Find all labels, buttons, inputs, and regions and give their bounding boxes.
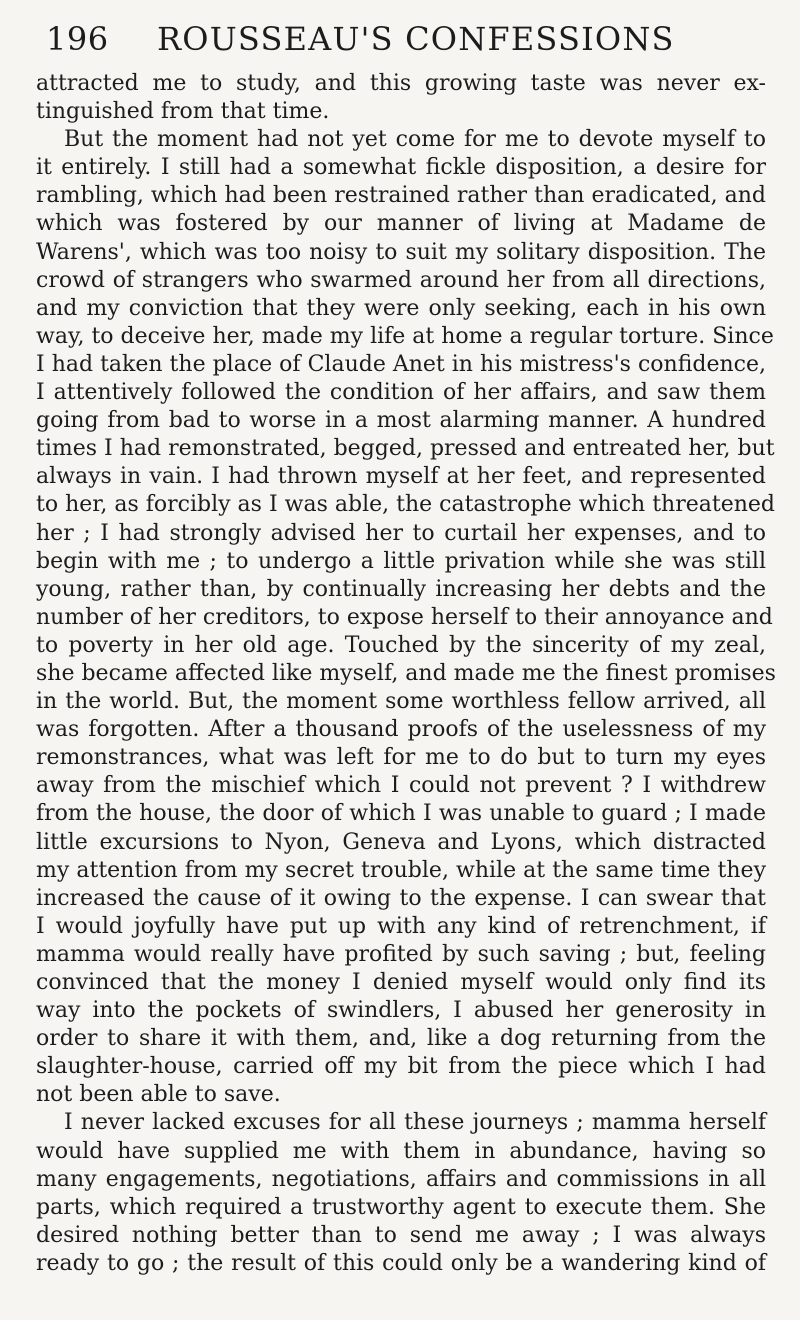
running-title: ROUSSEAU'S CONFESSIONS bbox=[157, 20, 675, 58]
text-line: slaughter-house, carried off my bit from the piece which I had bbox=[36, 1054, 766, 1080]
text-line: parts, which required a trustworthy agent to execute them. She bbox=[36, 1194, 766, 1220]
text-line: in the world. But, the moment some worthless fellow arrived, all bbox=[36, 689, 766, 715]
text-line: increased the cause of it owing to the expense. I can swear that bbox=[36, 885, 766, 911]
text-line: times I had remonstrated, begged, pressed and entreated her, but bbox=[36, 436, 775, 462]
text-line: going from bad to worse in a most alarming manner. A hundred bbox=[36, 408, 766, 434]
text-line: attracted me to study, and this growing taste was never ex- bbox=[36, 71, 766, 96]
text-line: always in vain. I had thrown myself at her feet, and represented bbox=[36, 464, 766, 490]
text-line: way, to deceive her, made my life at home a regular torture. Since bbox=[36, 323, 774, 349]
text-line: not been able to save. bbox=[36, 1082, 281, 1108]
text-line: many engagements, negotiations, affairs and commissions in all bbox=[36, 1166, 766, 1192]
text-line: Warens', which was too noisy to suit my solitary disposition. The bbox=[36, 239, 766, 265]
text-line: But the moment had not yet come for me to devote myself to bbox=[64, 127, 766, 153]
text-line: to poverty in her old age. Touched by the sincerity of my zeal, bbox=[36, 632, 766, 658]
text-line: which was fostered by our manner of living at Madame de bbox=[36, 211, 766, 237]
text-line: to her, as forcibly as I was able, the catastrophe which threatened bbox=[36, 492, 775, 518]
text-line: order to share it with them, and, like a dog returning from the bbox=[36, 1026, 766, 1052]
page-number: 196 bbox=[46, 20, 109, 58]
text-line: I never lacked excuses for all these journeys ; mamma herself bbox=[64, 1110, 766, 1136]
text-line: convinced that the money I denied myself would only find its bbox=[36, 970, 766, 995]
text-line: it entirely. I still had a somewhat fickle disposition, a desire for bbox=[36, 155, 766, 181]
text-line: her ; I had strongly advised her to curtail her expenses, and to bbox=[36, 520, 766, 546]
body-text bbox=[36, 70, 776, 1278]
text-line: little excursions to Nyon, Geneva and Lyons, which distracted bbox=[36, 829, 766, 855]
text-line: I would joyfully have put up with any kind of retrenchment, if bbox=[36, 913, 766, 939]
text-line: rambling, which had been restrained rather than eradicated, and bbox=[36, 183, 766, 209]
text-line: begin with me ; to undergo a little privation while she was still bbox=[36, 548, 766, 574]
text-line: and my conviction that they were only seeking, each in his own bbox=[36, 295, 766, 321]
running-head bbox=[46, 14, 766, 70]
text-line: young, rather than, by continually increasing her debts and the bbox=[36, 576, 766, 602]
text-line: she became affected like myself, and made me the finest promises bbox=[36, 660, 776, 686]
text-line: my attention from my secret trouble, while at the same time they bbox=[36, 857, 766, 883]
text-line: would have supplied me with them in abundance, having so bbox=[36, 1138, 766, 1164]
text-line: remonstrances, what was left for me to do but to turn my eyes bbox=[36, 745, 766, 771]
text-line: mamma would really have profited by such saving ; but, feeling bbox=[36, 941, 766, 967]
text-line: was forgotten. After a thousand proofs of the uselessness of my bbox=[36, 717, 766, 743]
text-line: crowd of strangers who swarmed around her from all directions, bbox=[36, 267, 766, 293]
text-line: ready to go ; the result of this could only be a wandering kind of bbox=[36, 1250, 766, 1276]
text-line: desired nothing better than to send me away ; I was always bbox=[36, 1222, 766, 1248]
text-line: number of her creditors, to expose herself to their annoyance and bbox=[36, 604, 773, 630]
text-line: from the house, the door of which I was unable to guard ; I made bbox=[36, 801, 766, 827]
text-line: away from the mischief which I could not prevent ? I withdrew bbox=[36, 773, 766, 799]
text-line: tinguished from that time. bbox=[36, 99, 330, 125]
text-line: I had taken the place of Claude Anet in his mistress's confidence, bbox=[36, 351, 766, 377]
text-line: way into the pockets of swindlers, I abused her generosity in bbox=[36, 998, 766, 1024]
text-line: I attentively followed the condition of her affairs, and saw them bbox=[36, 380, 766, 406]
